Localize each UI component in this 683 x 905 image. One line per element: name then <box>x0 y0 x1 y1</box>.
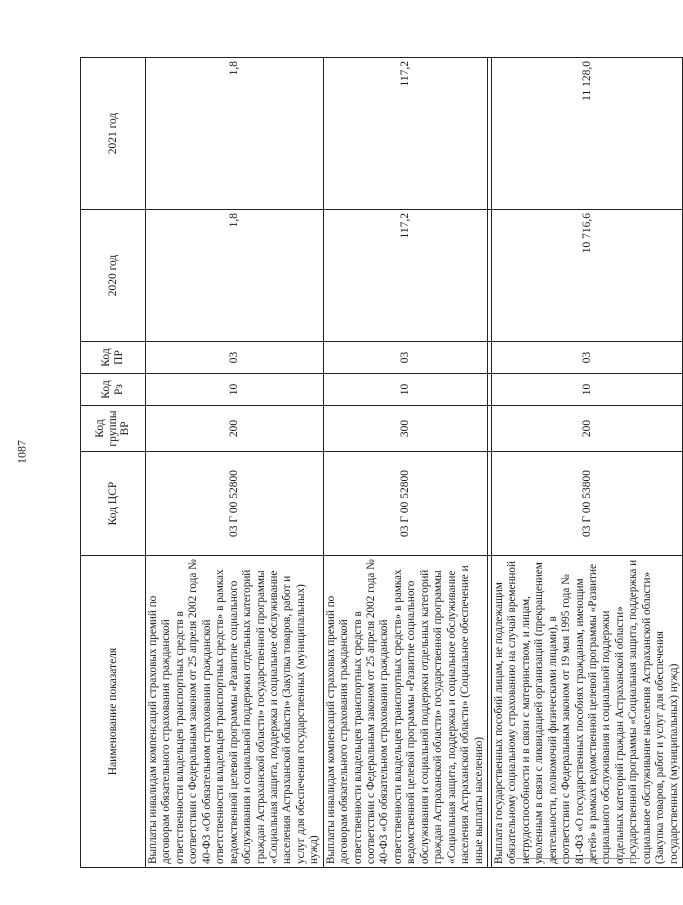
header-pr: Код ПР <box>81 342 146 374</box>
row-vr: 200 <box>491 406 682 452</box>
header-vr: Код группы ВР <box>81 406 146 452</box>
row-csr: 03 Г 00 53800 <box>491 452 682 556</box>
header-2021: 2021 год <box>81 58 146 210</box>
row-name: Выплаты инвалидам компенсаций страховых премий по договорам обязательного страхования гражданской ответственности владельцев транспортных средств в соответствии с Федеральным законом от 25 апреля 2002 года № 40-ФЗ «Об обязательном страховании гражданской ответственности владельцев транспортных средств» в рамках ведомственной целевой программы «Развитие социального обслуживания и социальной поддержки отдельных категорий граждан Астраханской области» государственной программы «Социальная защита, поддержка и социальное обслуживание населения Астраханской области» (Закупка товаров, работ и услуг для обеспечения государственных (муниципальных) нужд) <box>146 556 324 868</box>
budget-table <box>80 57 683 868</box>
table-row <box>323 58 487 868</box>
page-bottom-rule <box>516 858 640 859</box>
row-pr: 03 <box>146 342 324 374</box>
row-rz: 10 <box>146 374 324 406</box>
row-pr: 03 <box>323 342 487 374</box>
header-row <box>81 58 146 868</box>
row-rz: 10 <box>323 374 487 406</box>
budget-table-rotated <box>80 58 680 868</box>
row-2020: 10 716,6 <box>491 210 682 342</box>
header-rz: Код Рз <box>81 374 146 406</box>
row-pr: 03 <box>491 342 682 374</box>
row-vr: 300 <box>323 406 487 452</box>
header-csr: Код ЦСР <box>81 452 146 556</box>
header-name: Наименование показателя <box>81 556 146 868</box>
row-vr: 200 <box>146 406 324 452</box>
row-csr: 03 Г 00 52800 <box>146 452 324 556</box>
row-csr: 03 Г 00 52800 <box>323 452 487 556</box>
row-2021: 117,2 <box>323 58 487 210</box>
table-row <box>491 58 682 868</box>
row-rz: 10 <box>491 374 682 406</box>
row-2020: 117,2 <box>323 210 487 342</box>
header-2020: 2020 год <box>81 210 146 342</box>
page-number: 1087 <box>14 440 29 464</box>
row-2020: 1,8 <box>146 210 324 342</box>
row-2021: 1,8 <box>146 58 324 210</box>
row-name: Выплата государственных пособий лицам, не подлежащим обязательному социальному страхованию на случай временной нетрудоспособности и в связи с материнством, и лицам, уволенным в связи с ликвидацией организаций (прекращением деятельности, полномочий физическими лицами), в соответствии с Федеральным законом от 19 мая 1995 года № 81-ФЗ «О государственных пособиях гражданам, имеющим детей» в рамках ведомственной целевой программы «Развитие социального обслуживания и социальной поддержки отдельных категорий граждан Астраханской области» государственной программы «Социальная защита, поддержка и социальное обслуживание населения Астраханской области» (Закупка товаров, работ и услуг для обеспечения государственных (муниципальных) нужд) <box>491 556 682 868</box>
row-name: Выплаты инвалидам компенсаций страховых премий по договорам обязательного страхования гражданской ответственности владельцев транспортных средств в соответствии с Федеральным законом от 25 апреля 2002 года № 40-ФЗ «Об обязательном страховании гражданской ответственности владельцев транспортных средств» в рамках ведомственной целевой программы «Развитие социального обслуживания и социальной поддержки отдельных категорий граждан Астраханской области» государственной программы «Социальная защита, поддержка и социальное обслуживание населения Астраханской области» (Социальное обеспечение и иные выплаты населению) <box>323 556 487 868</box>
table-row <box>146 58 324 868</box>
row-2021: 11 128,0 <box>491 58 682 210</box>
